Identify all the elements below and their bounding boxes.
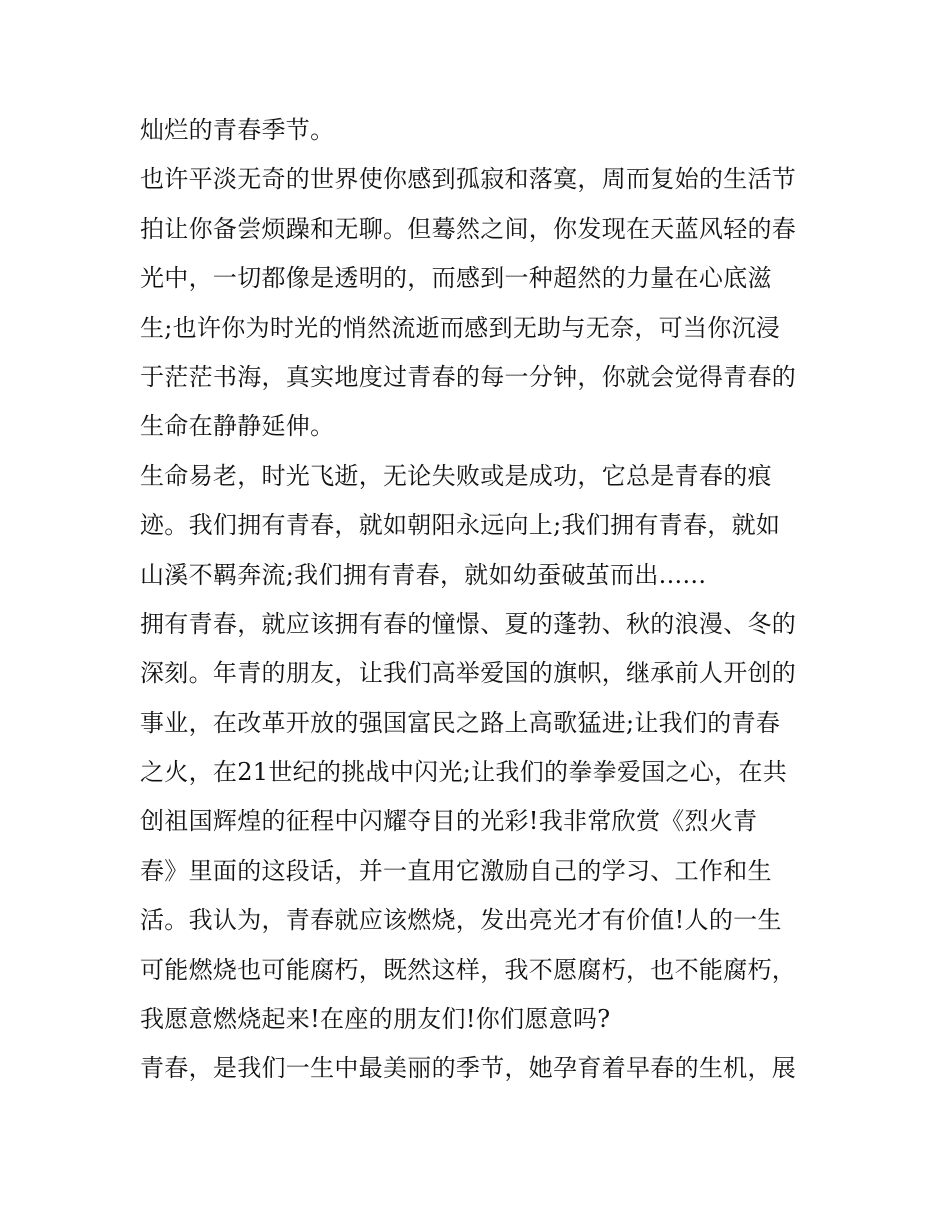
text-line: 活。我认为，青春就应该燃烧，发出亮光才有价值!人的一生: [140, 906, 782, 935]
text-line: 也许平淡无奇的世界使你感到孤寂和落寞，周而复始的生活节: [140, 165, 797, 194]
text-line: 山溪不羁奔流;我们拥有青春，就如幼蚕破茧而出......: [140, 560, 707, 589]
text-line: 春》里面的这段话，并一直用它激励自己的学习、工作和生: [140, 856, 772, 885]
text-line: 于茫茫书海，真实地度过青春的每一分钟，你就会觉得青春的: [140, 362, 797, 391]
text-line: 生命在静静延伸。: [140, 412, 335, 441]
text-line: 生;也许你为时光的悄然流逝而感到无助与无奈，可当你沉浸: [140, 313, 781, 342]
text-line: 迹。我们拥有青春，就如朝阳永远向上;我们拥有青春，就如: [140, 511, 781, 540]
text-line: 创祖国辉煌的征程中闪耀夺目的光彩!我非常欣赏《烈火青: [140, 807, 758, 836]
text-line: 灿烂的青春季节。: [140, 116, 335, 144]
document-body: [140, 106, 820, 1094]
text-line: 我愿意燃烧起来!在座的朋友们!你们愿意吗?: [140, 1005, 611, 1034]
text-line: 可能燃烧也可能腐朽，既然这样，我不愿腐朽，也不能腐朽，: [140, 955, 797, 984]
text-line: 光中，一切都像是透明的，而感到一种超然的力量在心底滋: [140, 264, 772, 293]
text-line: 深刻。年青的朋友，让我们高举爱国的旗帜，继承前人开创的: [140, 659, 797, 688]
text-line: 拥有青春，就应该拥有春的憧憬、夏的蓬勃、秋的浪漫、冬的: [140, 609, 797, 638]
text-line: 事业，在改革开放的强国富民之路上高歌猛进;让我们的青春: [140, 708, 781, 737]
text-line: 青春，是我们一生中最美丽的季节，她孕育着早春的生机，展: [140, 1054, 797, 1083]
text-line: 生命易老，时光飞逝，无论失败或是成功，它总是青春的痕: [140, 461, 772, 490]
text-line: 拍让你备尝烦躁和无聊。但蓦然之间，你发现在天蓝风轻的春: [140, 214, 797, 243]
text-line: 之火，在21世纪的挑战中闪光;让我们的拳拳爱国之心，在共: [140, 758, 788, 787]
